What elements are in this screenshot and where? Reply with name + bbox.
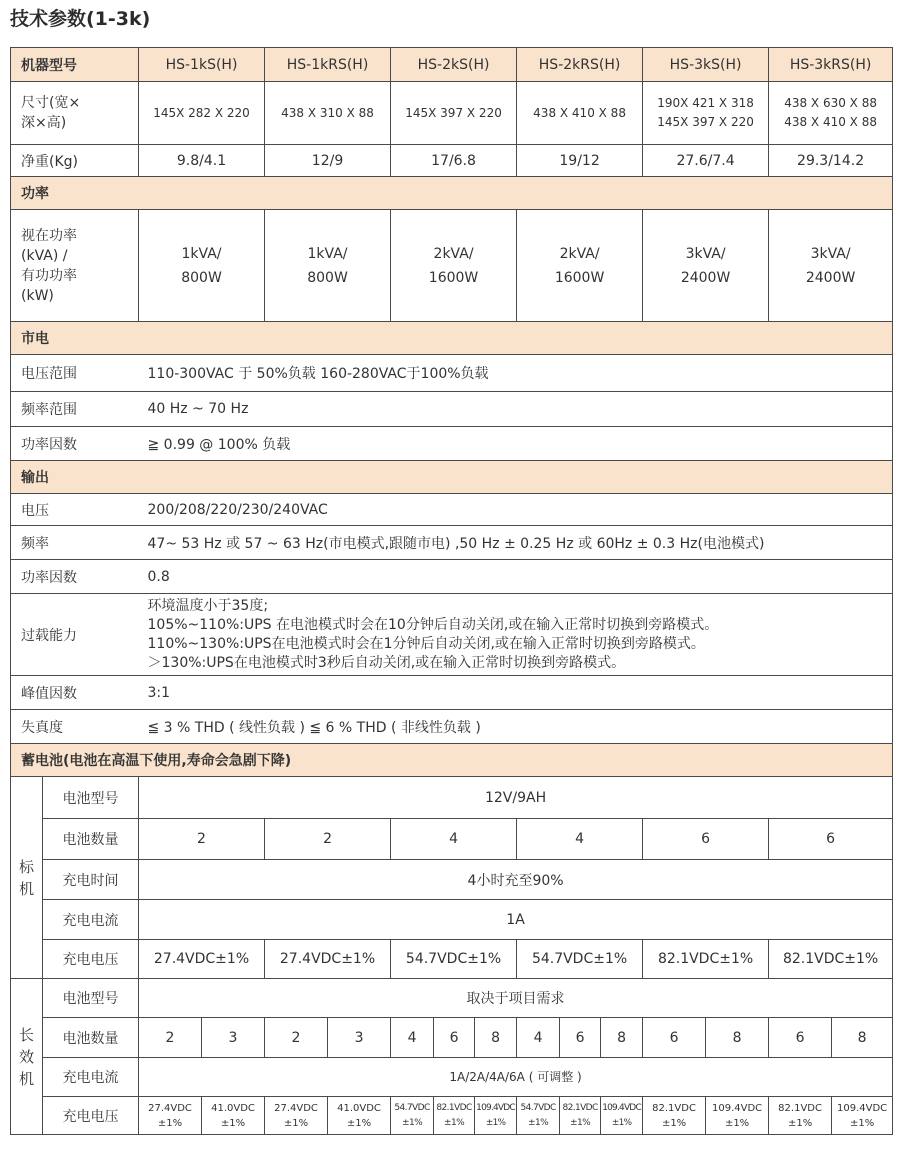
model-header-row — [11, 48, 893, 82]
charge-voltage — [832, 1097, 893, 1135]
long-charge-current-row — [11, 1058, 893, 1097]
size-value: 438 X 410 X 88 — [517, 82, 643, 145]
model-name: HS-1kS(H) — [139, 48, 265, 82]
cv-line: ±1% — [570, 1117, 591, 1128]
model-name: HS-3kS(H) — [643, 48, 769, 82]
group-label-long — [11, 979, 43, 1135]
size-value-line: 438 X 410 X 88 — [784, 115, 877, 129]
weight-value: 29.3/14.2 — [769, 145, 893, 177]
page-title: 技术参数(1-3k) — [10, 8, 151, 30]
std-count-row — [11, 819, 893, 860]
spec-value: ≧ 0.99 @ 100% 负载 — [139, 427, 893, 461]
section-title: 蓄电池(电池在高温下使用,寿命会急剧下降) — [11, 744, 893, 777]
spec-value: 40 Hz ~ 70 Hz — [139, 392, 893, 427]
charge-voltage — [265, 1097, 328, 1135]
spec-value: 110-300VAC 于 50%负载 160-280VAC于100%负载 — [139, 355, 893, 392]
battery-count: 6 — [769, 819, 893, 860]
std-charge-time-row — [11, 860, 893, 900]
spec-label: 功率因数 — [11, 560, 139, 594]
size-value-line: 190X 421 X 318 — [657, 96, 754, 110]
power-value-line: 2400W — [805, 269, 856, 286]
battery-count: 4 — [391, 819, 517, 860]
battery-value: 12V/9AH — [139, 777, 893, 819]
battery-count: 8 — [832, 1018, 893, 1058]
battery-count: 2 — [265, 819, 391, 860]
spec-label: 峰值因数 — [11, 676, 139, 710]
battery-value: 1A/2A/4A/6A ( 可调整 ) — [139, 1058, 893, 1097]
cv-line: 27.4VDC — [274, 1102, 318, 1114]
cv-line: 82.1VDC — [562, 1102, 598, 1113]
power-value-line: 2kVA/ — [433, 245, 474, 262]
battery-label: 电池数量 — [43, 819, 139, 860]
cv-line: ±1% — [611, 1117, 632, 1128]
battery-label: 电池数量 — [43, 1018, 139, 1058]
battery-count: 8 — [601, 1018, 643, 1058]
cv-line: ±1% — [661, 1117, 687, 1129]
power-value — [769, 210, 893, 322]
std-charge-voltage-row — [11, 940, 893, 979]
group-char: 效 — [18, 1047, 34, 1066]
cv-line: ±1% — [787, 1117, 813, 1129]
spec-label: 频率范围 — [11, 392, 139, 427]
charge-voltage — [434, 1097, 475, 1135]
model-name: HS-2kRS(H) — [517, 48, 643, 82]
charge-voltage — [202, 1097, 265, 1135]
battery-count: 4 — [517, 1018, 560, 1058]
battery-count: 6 — [560, 1018, 601, 1058]
battery-value: 4小时充至90% — [139, 860, 893, 900]
cv-line: ±1% — [444, 1117, 465, 1128]
size-value: 438 X 310 X 88 — [265, 82, 391, 145]
spec-label: 频率 — [11, 526, 139, 560]
model-name: HS-3kRS(H) — [769, 48, 893, 82]
charge-voltage — [517, 1097, 560, 1135]
spec-label: 失真度 — [11, 710, 139, 744]
cv-line: 41.0VDC — [337, 1102, 381, 1114]
cv-line: ±1% — [528, 1117, 549, 1128]
section-title: 输出 — [11, 461, 893, 494]
power-value-line: 1600W — [428, 269, 479, 286]
cv-line: 82.1VDC — [778, 1102, 822, 1114]
cv-line: 41.0VDC — [211, 1102, 255, 1114]
group-label-standard — [11, 777, 43, 979]
weight-value: 27.6/7.4 — [643, 145, 769, 177]
long-type-row — [11, 979, 893, 1018]
mains-pf-row — [11, 427, 893, 461]
group-char: 机 — [18, 1069, 34, 1088]
weight-value: 12/9 — [265, 145, 391, 177]
battery-count: 2 — [139, 819, 265, 860]
cv-line: ±1% — [849, 1117, 875, 1129]
power-label-line: (kVA) / — [21, 247, 68, 264]
power-label — [11, 210, 139, 322]
power-value-line: 1kVA/ — [307, 245, 348, 262]
charge-voltage — [601, 1097, 643, 1135]
power-value-line: 3kVA/ — [810, 245, 851, 262]
battery-count: 6 — [643, 819, 769, 860]
battery-value: 1A — [139, 900, 893, 940]
size-row — [11, 82, 893, 145]
cv-line: ±1% — [346, 1117, 372, 1129]
cv-line: 82.1VDC — [652, 1102, 696, 1114]
battery-count: 8 — [475, 1018, 517, 1058]
power-value — [139, 210, 265, 322]
battery-count: 6 — [769, 1018, 832, 1058]
battery-label: 充电电流 — [43, 1058, 139, 1097]
power-value-line: 1kVA/ — [181, 245, 222, 262]
battery-count: 2 — [139, 1018, 202, 1058]
section-title: 功率 — [11, 177, 893, 210]
spec-value: 200/208/220/230/240VAC — [139, 494, 893, 526]
charge-voltage: 54.7VDC±1% — [391, 940, 517, 979]
section-title: 市电 — [11, 322, 893, 355]
size-label-line: 深×高) — [21, 115, 67, 131]
spec-value: ≦ 3 % THD ( 线性负载 ) ≦ 6 % THD ( 非线性负载 ) — [139, 710, 893, 744]
section-power — [11, 177, 893, 210]
spec-label: 电压范围 — [11, 355, 139, 392]
size-label — [11, 82, 139, 145]
power-value-line: 800W — [181, 269, 222, 286]
charge-voltage: 82.1VDC±1% — [643, 940, 769, 979]
overload-line: ＞130%:UPS在电池模式时3秒后自动关闭,或在输入正常时切换到旁路模式。 — [147, 654, 626, 671]
battery-label: 充电电流 — [43, 900, 139, 940]
battery-count: 6 — [643, 1018, 706, 1058]
battery-count: 8 — [706, 1018, 769, 1058]
size-value: 145X 397 X 220 — [391, 82, 517, 145]
charge-voltage — [643, 1097, 706, 1135]
power-value-line: 800W — [307, 269, 348, 286]
battery-count: 2 — [265, 1018, 328, 1058]
power-row — [11, 210, 893, 322]
spec-label: 功率因数 — [11, 427, 139, 461]
output-frequency-row — [11, 526, 893, 560]
spec-value: 47~ 53 Hz 或 57 ~ 63 Hz(市电模式,跟随市电) ,50 Hz ± 0.25 Hz 或 60Hz ± 0.3 Hz(电池模式) — [139, 526, 893, 560]
output-thd-row — [11, 710, 893, 744]
output-voltage-row — [11, 494, 893, 526]
section-output — [11, 461, 893, 494]
charge-voltage — [706, 1097, 769, 1135]
overload-line: 105%~110%:UPS 在电池模式时会在10分钟后自动关闭,或在输入正常时切换到旁路模式。 — [147, 616, 719, 633]
cv-line: 82.1VDC — [436, 1102, 472, 1113]
model-name: HS-1kRS(H) — [265, 48, 391, 82]
charge-voltage — [391, 1097, 434, 1135]
battery-label: 充电电压 — [43, 1097, 139, 1135]
spec-value: 0.8 — [139, 560, 893, 594]
weight-row — [11, 145, 893, 177]
charge-voltage — [560, 1097, 601, 1135]
spec-label: 电压 — [11, 494, 139, 526]
cv-line: ±1% — [485, 1117, 506, 1128]
spec-table — [10, 47, 893, 1135]
spec-value: 3:1 — [139, 676, 893, 710]
cv-line: 109.4VDC — [602, 1102, 641, 1113]
battery-count: 3 — [202, 1018, 265, 1058]
model-name: HS-2kS(H) — [391, 48, 517, 82]
overload-line: 110%~130%:UPS在电池模式时会在1分钟后自动关闭,或在输入正常时切换到旁路模式。 — [147, 635, 705, 652]
overload-line: 环境温度小于35度; — [147, 597, 269, 614]
long-count-row — [11, 1018, 893, 1058]
mains-frequency-row — [11, 392, 893, 427]
power-value-line: 2400W — [680, 269, 731, 286]
power-label-line: 有功功率 — [21, 267, 77, 284]
model-label: 机器型号 — [11, 48, 139, 82]
cv-line: ±1% — [724, 1117, 750, 1129]
weight-label: 净重(Kg) — [11, 145, 139, 177]
group-char: 长 — [18, 1025, 34, 1044]
power-value — [517, 210, 643, 322]
cv-line: ±1% — [283, 1117, 309, 1129]
cv-line: 109.4VDC — [711, 1102, 763, 1114]
power-value — [391, 210, 517, 322]
battery-label: 电池型号 — [43, 777, 139, 819]
charge-voltage: 82.1VDC±1% — [769, 940, 893, 979]
battery-count: 6 — [434, 1018, 475, 1058]
cv-line: ±1% — [220, 1117, 246, 1129]
cv-line: 54.7VDC — [520, 1102, 556, 1113]
cv-line: 27.4VDC — [148, 1102, 192, 1114]
size-value: 145X 282 X 220 — [139, 82, 265, 145]
cv-line: ±1% — [157, 1117, 183, 1129]
group-char: 机 — [18, 879, 34, 898]
output-overload-row — [11, 594, 893, 676]
output-pf-row — [11, 560, 893, 594]
size-value-line: 438 X 630 X 88 — [784, 96, 877, 110]
charge-voltage: 27.4VDC±1% — [139, 940, 265, 979]
weight-value: 9.8/4.1 — [139, 145, 265, 177]
power-value-line: 2kVA/ — [559, 245, 600, 262]
battery-value: 取决于项目需求 — [139, 979, 893, 1018]
section-battery — [11, 744, 893, 777]
section-mains — [11, 322, 893, 355]
std-type-row — [11, 777, 893, 819]
cv-line: 109.4VDC — [837, 1102, 888, 1114]
cv-line: 54.7VDC — [394, 1102, 430, 1113]
cv-line: ±1% — [402, 1117, 423, 1128]
battery-count: 4 — [517, 819, 643, 860]
power-value-line: 3kVA/ — [685, 245, 726, 262]
battery-label: 充电时间 — [43, 860, 139, 900]
power-label-line: 视在功率 — [21, 227, 77, 244]
size-label-line: 尺寸(宽× — [21, 95, 81, 111]
power-label-line: (kW) — [21, 287, 54, 304]
size-value-line: 145X 397 X 220 — [657, 115, 754, 129]
charge-voltage — [769, 1097, 832, 1135]
long-charge-voltage-row — [11, 1097, 893, 1135]
power-value — [643, 210, 769, 322]
weight-value: 19/12 — [517, 145, 643, 177]
charge-voltage — [475, 1097, 517, 1135]
charge-voltage — [139, 1097, 202, 1135]
charge-voltage: 27.4VDC±1% — [265, 940, 391, 979]
size-value — [769, 82, 893, 145]
size-value — [643, 82, 769, 145]
power-value — [265, 210, 391, 322]
output-crest-row — [11, 676, 893, 710]
cv-line: 109.4VDC — [476, 1102, 515, 1113]
power-value-line: 1600W — [554, 269, 605, 286]
weight-value: 17/6.8 — [391, 145, 517, 177]
charge-voltage: 54.7VDC±1% — [517, 940, 643, 979]
std-charge-current-row — [11, 900, 893, 940]
spec-label: 过载能力 — [11, 594, 139, 676]
battery-count: 3 — [328, 1018, 391, 1058]
group-char: 标 — [18, 857, 34, 876]
mains-voltage-row — [11, 355, 893, 392]
battery-label: 电池型号 — [43, 979, 139, 1018]
battery-count: 4 — [391, 1018, 434, 1058]
spec-value — [139, 594, 893, 676]
battery-label: 充电电压 — [43, 940, 139, 979]
charge-voltage — [328, 1097, 391, 1135]
